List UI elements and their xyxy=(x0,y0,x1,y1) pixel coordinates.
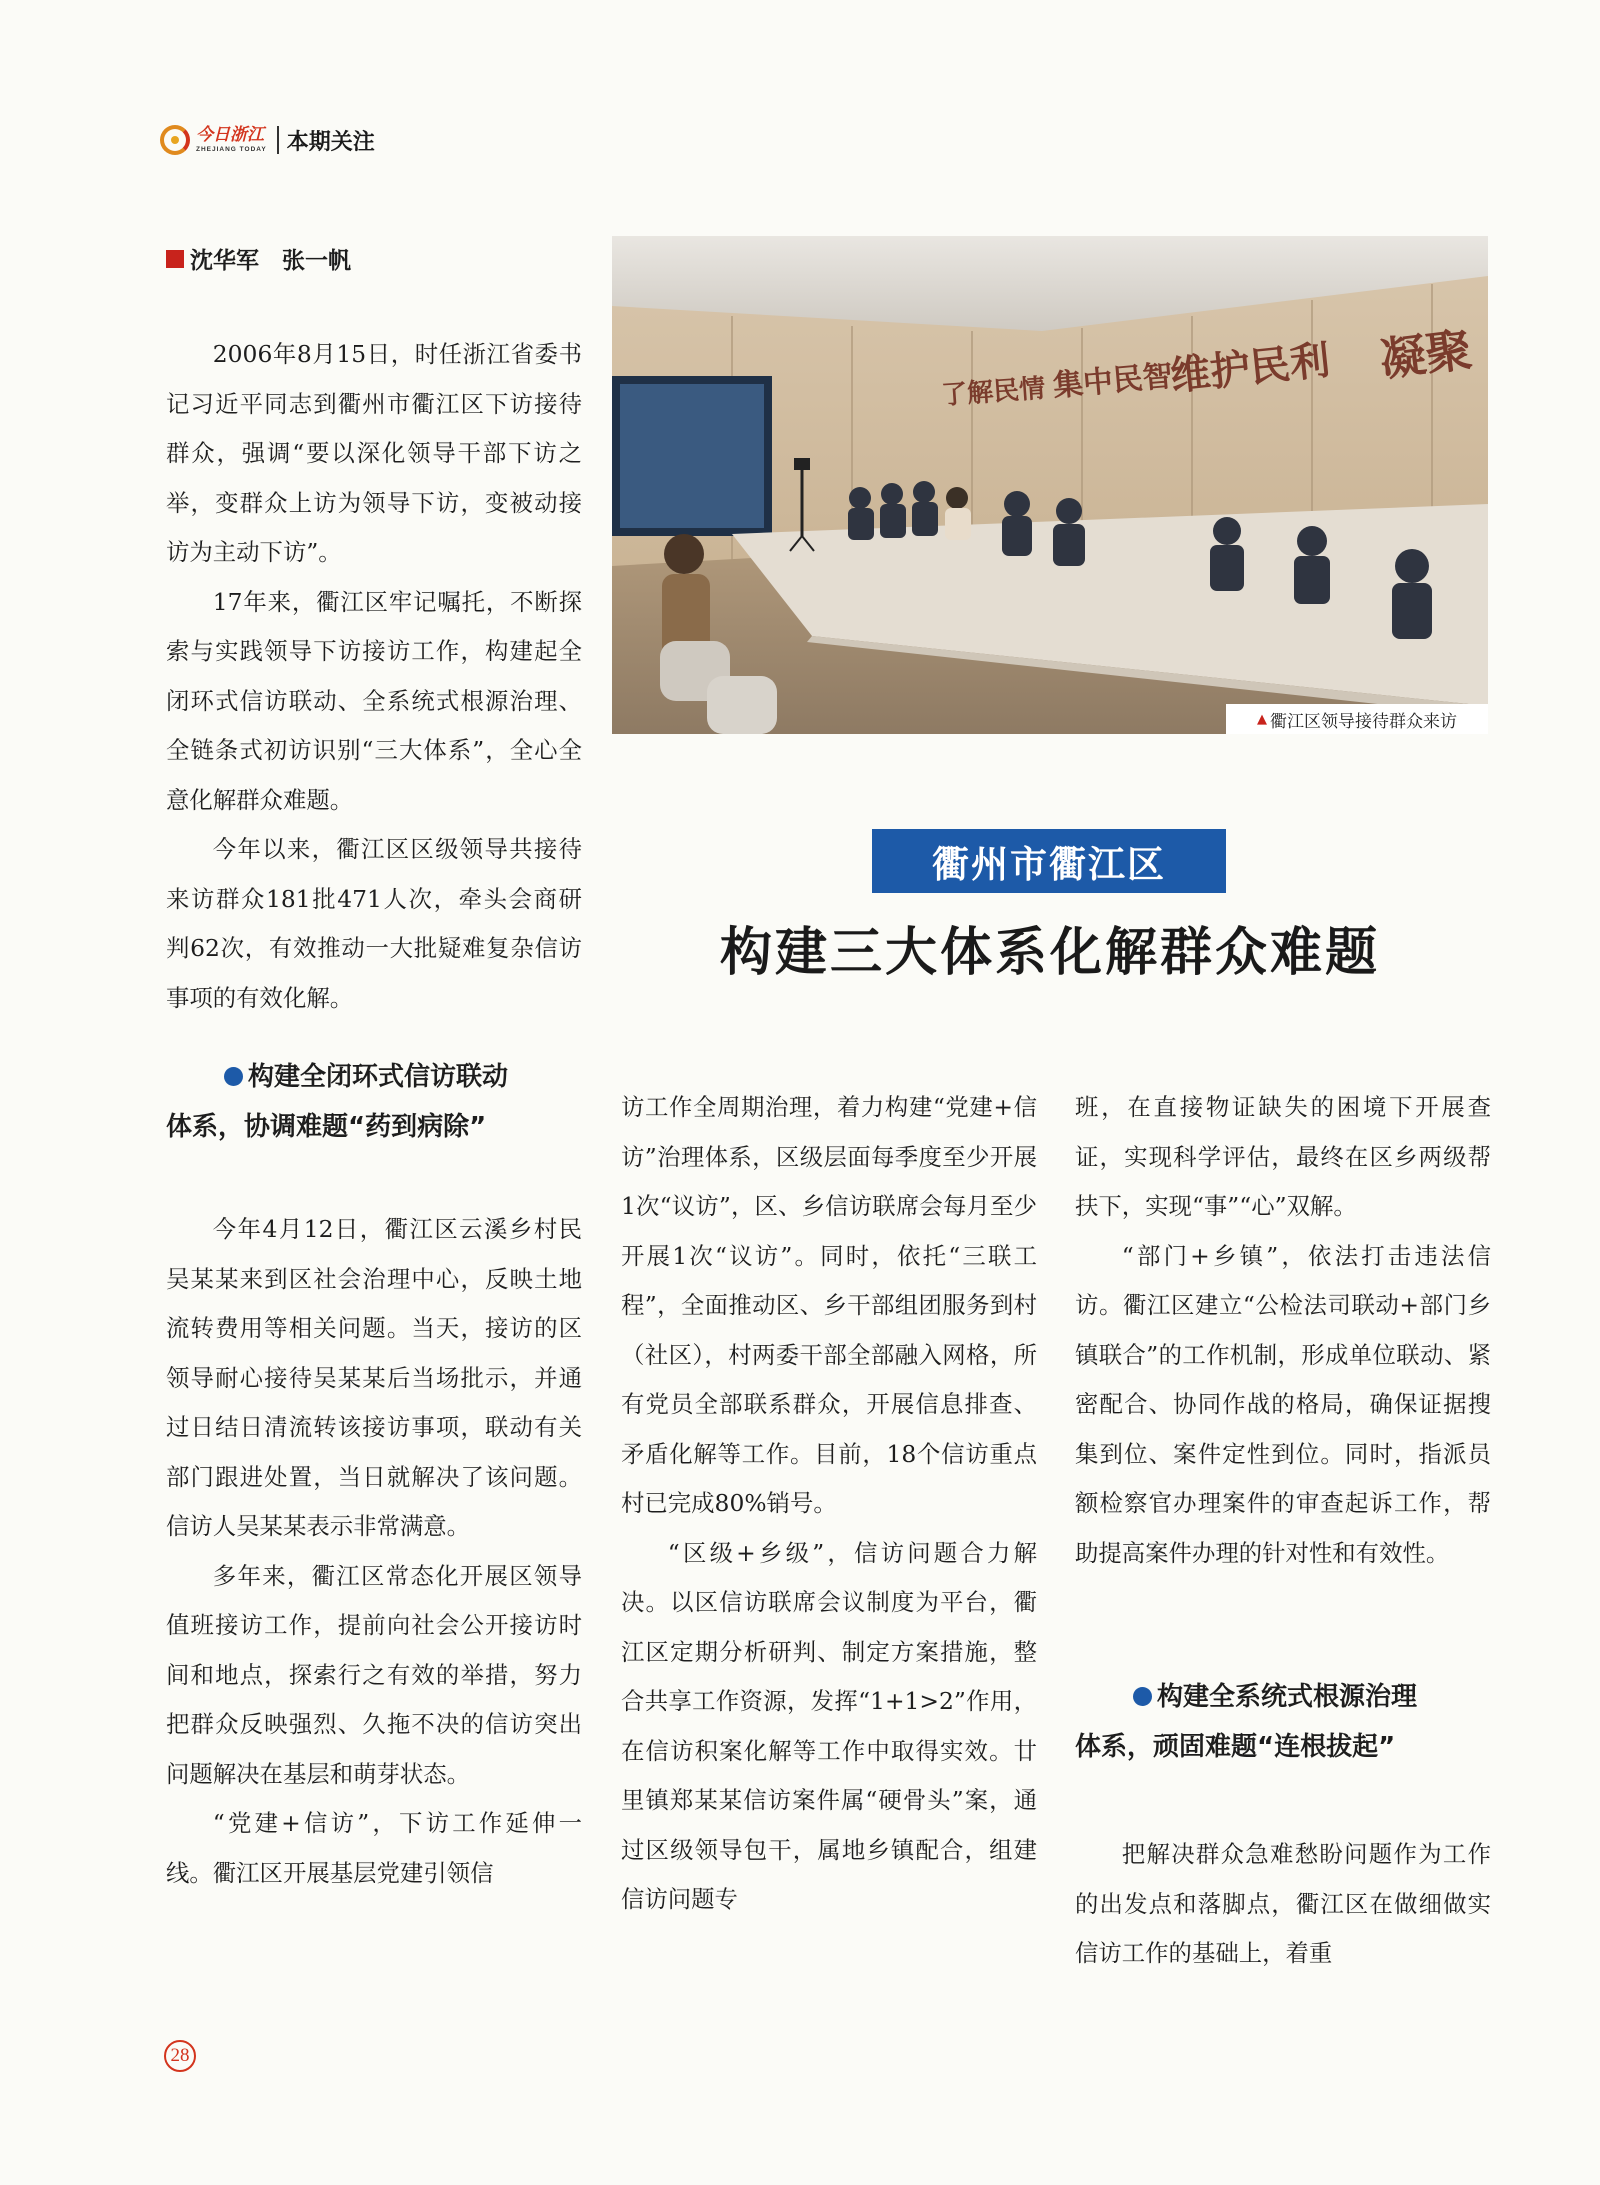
paragraph: 17年来，衢江区牢记嘱托，不断探索与实践领导下访接访工作，构建起全闭环式信访联动、全系统式根源治理、全链条式初访识别“三大体系”，全心全意化解群众难题。 xyxy=(166,587,582,814)
byline-authors: 沈华军 张一帆 xyxy=(190,248,351,274)
wall-slogan: 凝聚 xyxy=(1376,322,1475,387)
masthead xyxy=(160,118,375,162)
paragraph-continued: 访工作全周期治理，着力构建“党建+信访”治理体系，区级层面每季度至少开展1次“议访”，区、乡信访联席会每月至少开展1次“议访”。同时，依托“三联工程”，全面推动区、乡干部组团服务到村（社区），村两委干部全部融入网格，所有党员全部联系群众，开展信息排查、矛盾化解等工作。目前，18个信访重点村已完成80%销号。 xyxy=(621,1093,1037,1517)
logo-text-en: ZHEJIANG TODAY xyxy=(196,145,267,153)
photo-caption xyxy=(1226,704,1488,734)
paragraph: “部门+乡镇”，依法打击违法信访。衢江区建立“公检法司联动+部门乡镇联合”的工作机制，形成单位联动、紧密配合、协同作战的格局，确保证据搜集到位、案件定性到位。同时，指派员额检察官办理案件的审查起诉工作，帮助提高案件办理的针对性和有效性。 xyxy=(1075,1241,1491,1567)
byline-square-icon xyxy=(166,250,184,268)
kicker-title: 衢州市衢江区 xyxy=(872,829,1226,893)
logo-text-cn: 今日浙江 xyxy=(196,124,264,145)
paragraph-continued: 班，在直接物证缺失的困境下开展查证，实现科学评估，最终在区乡两级帮扶下，实现“事”“心”双解。 xyxy=(1075,1093,1491,1220)
subheading-1-line2: 体系，协调难题“药到病除” xyxy=(166,1112,487,1142)
paragraph: 多年来，衢江区常态化开展区领导值班接访工作，提前向社会公开接访时间和地点，探索行之有效的举措，努力把群众反映强烈、久拖不决的信访突出问题解决在基层和萌芽状态。 xyxy=(166,1561,582,1788)
logo xyxy=(196,124,267,154)
headline: 构建三大体系化解群众难题 xyxy=(719,923,1380,983)
article-photo xyxy=(612,236,1488,734)
subheading-2 xyxy=(1075,1672,1495,1772)
subheading-2-line1: 构建全系统式根源治理 xyxy=(1157,1682,1418,1712)
wall-slogan: 了解民情 xyxy=(940,373,1047,411)
subheading-1 xyxy=(166,1052,586,1152)
bullet-icon xyxy=(224,1067,243,1086)
paragraph: “党建+信访”，下访工作延伸一线。衢江区开展基层党建引领信 xyxy=(166,1809,582,1887)
subheading-2-line2: 体系，顽固难题“连根拔起” xyxy=(1075,1732,1396,1762)
paragraph: 今年4月12日，衢江区云溪乡村民吴某某来到区社会治理中心，反映土地流转费用等相关问题。当天，接访的区领导耐心接待吴某某后当场批示，并通过日结日清流转该接访事项，联动有关部门跟进处置，当日就解决了该问题。信访人吴某某表示非常满意。 xyxy=(166,1215,582,1540)
wall-slogan: 集中民智 xyxy=(1051,358,1175,404)
subheading-1-line1: 构建全闭环式信访联动 xyxy=(248,1062,509,1092)
photo-caption-text: 衢江区领导接待群众来访 xyxy=(1270,711,1457,732)
page-number: 28 xyxy=(164,2040,196,2072)
article-column-2 xyxy=(621,1083,1037,1925)
article-column-1-intro xyxy=(166,330,582,1023)
paragraph: 今年以来，衢江区区级领导共接待来访群众181批471人次，牵头会商研判62次，有效推动一大批疑难复杂信访事项的有效化解。 xyxy=(166,835,582,1012)
bullet-icon xyxy=(1133,1687,1152,1706)
logo-icon xyxy=(160,125,190,155)
paragraph: 把解决群众急难愁盼问题作为工作的出发点和落脚点，衢江区在做细做实信访工作的基础上，着重 xyxy=(1075,1840,1491,1967)
wall-slogan: 维护民利 xyxy=(1168,337,1333,400)
article-column-3 xyxy=(1075,1083,1491,1578)
paragraph: “区级+乡级”，信访问题合力解决。以区信访联席会议制度为平台，衢江区定期分析研判、制定方案措施，整合共享工作资源，发挥“1+1>2”作用，在信访积案化解等工作中取得实效。廿里镇郑某某信访案件属“硬骨头”案，通过区级领导包干，属地乡镇配合，组建信访问题专 xyxy=(621,1538,1037,1913)
article-column-1 xyxy=(166,1205,582,1898)
section-label: 本期关注 xyxy=(286,129,375,155)
paragraph: 2006年8月15日，时任浙江省委书记习近平同志到衢州市衢江区下访接待群众，强调“要以深化领导干部下访之举，变群众上访为领导下访，变被动接访为主动下访”。 xyxy=(166,340,582,566)
masthead-divider xyxy=(277,126,279,154)
triangle-up-icon: ▲ xyxy=(1257,711,1267,727)
article-column-3-continued xyxy=(1075,1830,1491,1979)
byline xyxy=(166,242,351,275)
